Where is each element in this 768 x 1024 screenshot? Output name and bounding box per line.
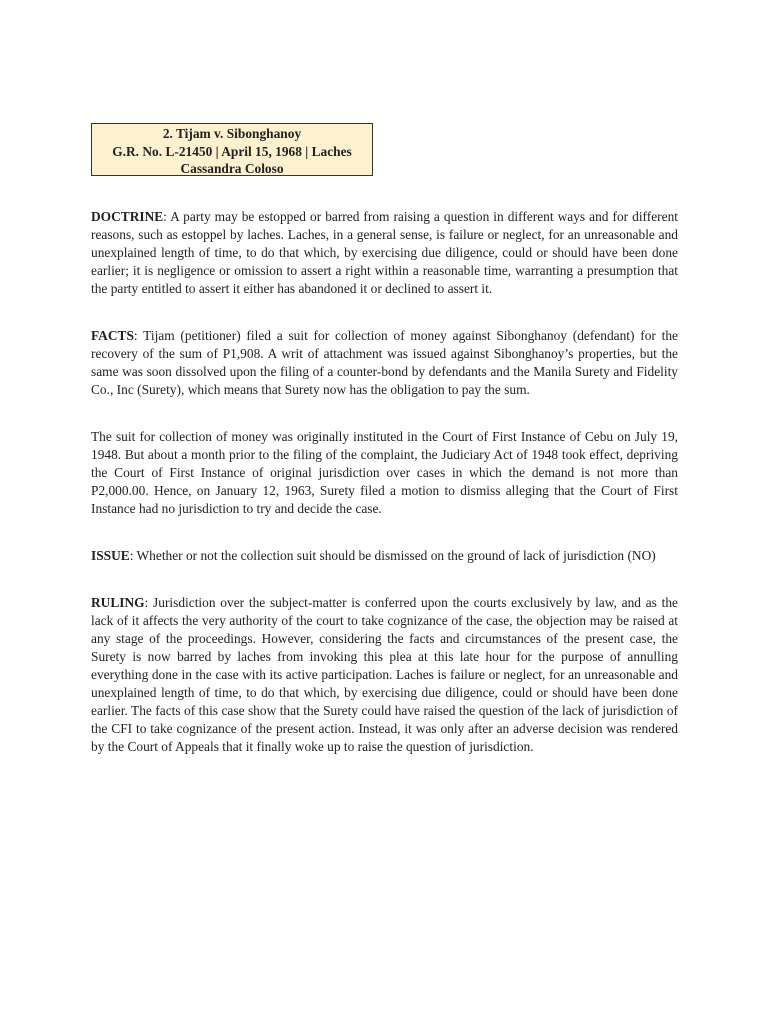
facts-text: : Tijam (petitioner) filed a suit for collection of money against Sibonghanoy (defendant) for the recovery of the sum of P1,908. A writ of attachment was issued against Sibonghanoy’s properties, but the same was soon dissolved upon the filing of a counter-bond by defendants and the Manila Surety and Fidelity Co., Inc (Surety), which means that Surety now has the obligation to pay the sum. bbox=[91, 328, 678, 397]
doctrine-text: : A party may be estopped or barred from raising a question in different ways and for different reasons, such as estoppel by laches. Laches, in a general sense, is failure or neglect, for an unreasonable and unexplained length of time, to do that which, by exercising due diligence, could or should have been done earlier; it is negligence or omission to assert a right within a reasonable time, warranting a presumption that the party entitled to assert it either has abandoned it or declined to assert it. bbox=[91, 209, 678, 296]
doctrine-label: DOCTRINE bbox=[91, 209, 164, 224]
case-info: G.R. No. L-21450 | April 15, 1968 | Laches bbox=[112, 143, 352, 159]
doctrine-paragraph bbox=[91, 208, 678, 298]
issue-paragraph bbox=[91, 547, 678, 565]
case-author: Cassandra Coloso bbox=[180, 161, 284, 176]
facts-continued-paragraph bbox=[91, 428, 678, 518]
case-header-box bbox=[91, 123, 373, 176]
ruling-paragraph bbox=[91, 594, 678, 756]
facts-paragraph bbox=[91, 327, 678, 399]
digest-body bbox=[91, 208, 678, 785]
case-title: 2. Tijam v. Sibonghanoy bbox=[162, 126, 302, 141]
ruling-text: : Jurisdiction over the subject-matter is conferred upon the courts exclusively by law, and as the lack of it affects the very authority of the court to take cognizance of the case, the objection may be raised at any stage of the proceedings. However, considering the facts and circumstances of the present case, the Surety is now barred by laches from invoking this plea at this late hour for the purpose of annulling everything done in the case with its active participation. Laches is failure or neglect, for an unreasonable and unexplained length of time, to do that which, by exercising due diligence, could or should have been done earlier. The facts of this case show that the Surety could have raised the question of the lack of jurisdiction of the CFI to take cognizance of the present action. Instead, it was only after an adverse decision was rendered by the Court of Appeals that it finally woke up to raise the question of jurisdiction. bbox=[91, 595, 678, 754]
ruling-label: RULING bbox=[91, 595, 145, 610]
issue-text: : Whether or not the collection suit should be dismissed on the ground of lack of jurisdiction (NO) bbox=[129, 548, 656, 563]
facts-continued-text: The suit for collection of money was originally instituted in the Court of First Instance of Cebu on July 19, 1948. But about a month prior to the filing of the complaint, the Judiciary Act of 1948 took effect, depriving the Court of First Instance of original jurisdiction over cases in which the demand is not more than P2,000.00. Hence, on January 12, 1963, Surety filed a motion to dismiss alleging that the Court of First Instance had no jurisdiction to try and decide the case. bbox=[91, 429, 678, 516]
issue-label: ISSUE bbox=[91, 548, 130, 563]
facts-label: FACTS bbox=[91, 328, 134, 343]
